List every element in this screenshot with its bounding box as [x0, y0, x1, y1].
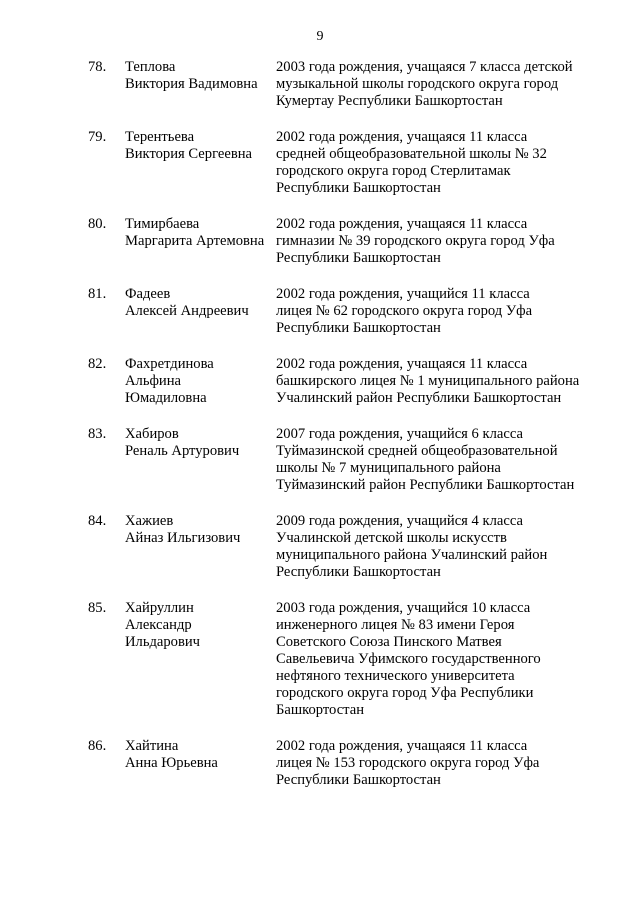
- entry-name-line: Виктория Сергеевна: [125, 146, 253, 162]
- entry-name-line: Маргарита Артемовна: [125, 233, 265, 249]
- entry-description-line: Республики Башкортостан: [276, 180, 441, 196]
- entry-name-line: Фадеев: [125, 286, 171, 302]
- entry-number: 81.: [88, 286, 107, 302]
- entry-name-line: Алексей Андреевич: [125, 303, 249, 319]
- entry-name-line: Фахретдинова: [125, 356, 214, 372]
- entry-description-line: Савельевича Уфимского государственного: [276, 651, 541, 667]
- entry-description-line: городского округа город Уфа Республики: [276, 685, 534, 701]
- entry-description-line: музыкальной школы городского округа город: [276, 76, 559, 92]
- entry-name-line: Хайруллин: [125, 600, 194, 616]
- entry-number: 84.: [88, 513, 107, 529]
- entry-name-line: Теплова: [125, 59, 176, 75]
- entry-description: [276, 356, 606, 407]
- entry-description-line: гимназии № 39 городского округа город Уфа: [276, 233, 555, 249]
- entry-name-line: Терентьева: [125, 129, 195, 145]
- entry-description-line: 2002 года рождения, учащаяся 11 класса: [276, 216, 528, 232]
- list-item: [0, 216, 640, 267]
- list-item: [0, 286, 640, 337]
- entry-description-line: инженерного лицея № 83 имени Героя: [276, 617, 515, 633]
- entry-description-line: лицея № 153 городского округа город Уфа: [276, 755, 540, 771]
- entry-description-line: 2003 года рождения, учащаяся 7 класса детской: [276, 59, 573, 75]
- entry-name: [125, 59, 275, 93]
- entry-description: [276, 286, 606, 337]
- entry-description-line: нефтяного технического университета: [276, 668, 515, 684]
- entry-description: [276, 129, 606, 197]
- entry-description-line: муниципального района Учалинский район: [276, 547, 548, 563]
- entry-description-line: башкирского лицея № 1 муниципального района: [276, 373, 580, 389]
- entry-name: [125, 216, 275, 250]
- list-item: [0, 356, 640, 407]
- list-item: [0, 426, 640, 494]
- entry-name-line: Альфина: [125, 373, 182, 389]
- entry-name-line: Тимирбаева: [125, 216, 200, 232]
- entry-description-line: Советского Союза Пинского Матвея: [276, 634, 502, 650]
- entry-description: [276, 216, 606, 267]
- entry-number: 83.: [88, 426, 107, 442]
- entry-description-line: Республики Башкортостан: [276, 320, 441, 336]
- entry-name: [125, 513, 275, 547]
- list-item: [0, 738, 640, 789]
- page-number: 9: [316, 29, 324, 44]
- entry-name: [125, 356, 275, 407]
- entry-name: [125, 129, 275, 163]
- entry-description-line: Учалинский район Республики Башкортостан: [276, 390, 562, 406]
- entry-name-line: Анна Юрьевна: [125, 755, 218, 771]
- entry-name: [125, 600, 275, 651]
- list-item: [0, 59, 640, 110]
- entry-name-line: Хабиров: [125, 426, 179, 442]
- entry-description-line: 2002 года рождения, учащийся 11 класса: [276, 286, 530, 302]
- entry-description-line: 2002 года рождения, учащаяся 11 класса: [276, 129, 528, 145]
- entry-name-line: Ильдарович: [125, 634, 201, 650]
- entry-description-line: школы № 7 муниципального района: [276, 460, 501, 476]
- entry-description-line: Учалинской детской школы искусств: [276, 530, 507, 546]
- entry-name-line: Айназ Ильгизович: [125, 530, 241, 546]
- entry-description-line: 2009 года рождения, учащийся 4 класса: [276, 513, 523, 529]
- entry-number: 82.: [88, 356, 107, 372]
- entry-description-line: 2003 года рождения, учащийся 10 класса: [276, 600, 531, 616]
- entry-description-line: Кумертау Республики Башкортостан: [276, 93, 503, 109]
- entry-description-line: Туймазинской средней общеобразовательной: [276, 443, 558, 459]
- entry-description-line: городского округа город Стерлитамак: [276, 163, 511, 179]
- entry-name-line: Юмадиловна: [125, 390, 207, 406]
- entry-description: [276, 59, 606, 110]
- entry-description-line: 2007 года рождения, учащийся 6 класса: [276, 426, 523, 442]
- entry-description-line: 2002 года рождения, учащаяся 11 класса: [276, 356, 528, 372]
- entry-name: [125, 738, 275, 772]
- list-item: [0, 513, 640, 581]
- entry-description-line: Республики Башкортостан: [276, 564, 441, 580]
- entry-number: 86.: [88, 738, 107, 754]
- entry-number: 79.: [88, 129, 107, 145]
- entry-description-line: Башкортостан: [276, 702, 365, 718]
- entry-description-line: Республики Башкортостан: [276, 772, 441, 788]
- entry-description-line: средней общеобразовательной школы № 32: [276, 146, 547, 162]
- entry-description: [276, 738, 606, 789]
- entry-description: [276, 600, 606, 719]
- entry-name-line: Хайтина: [125, 738, 179, 754]
- entry-description-line: лицея № 62 городского округа город Уфа: [276, 303, 533, 319]
- entry-name-line: Реналь Артурович: [125, 443, 240, 459]
- entry-number: 80.: [88, 216, 107, 232]
- entry-name-line: Хажиев: [125, 513, 174, 529]
- entry-name: [125, 286, 275, 320]
- entry-description: [276, 426, 606, 494]
- entry-number: 78.: [88, 59, 107, 75]
- list-item: [0, 129, 640, 197]
- entry-name: [125, 426, 275, 460]
- entry-description-line: Республики Башкортостан: [276, 250, 441, 266]
- entry-number: 85.: [88, 600, 107, 616]
- entry-description: [276, 513, 606, 581]
- list-item: [0, 600, 640, 719]
- entry-description-line: 2002 года рождения, учащаяся 11 класса: [276, 738, 528, 754]
- entry-list: [0, 59, 640, 789]
- entry-name-line: Александр: [125, 617, 192, 633]
- entry-name-line: Виктория Вадимовна: [125, 76, 258, 92]
- entry-description-line: Туймазинский район Республики Башкортостан: [276, 477, 575, 493]
